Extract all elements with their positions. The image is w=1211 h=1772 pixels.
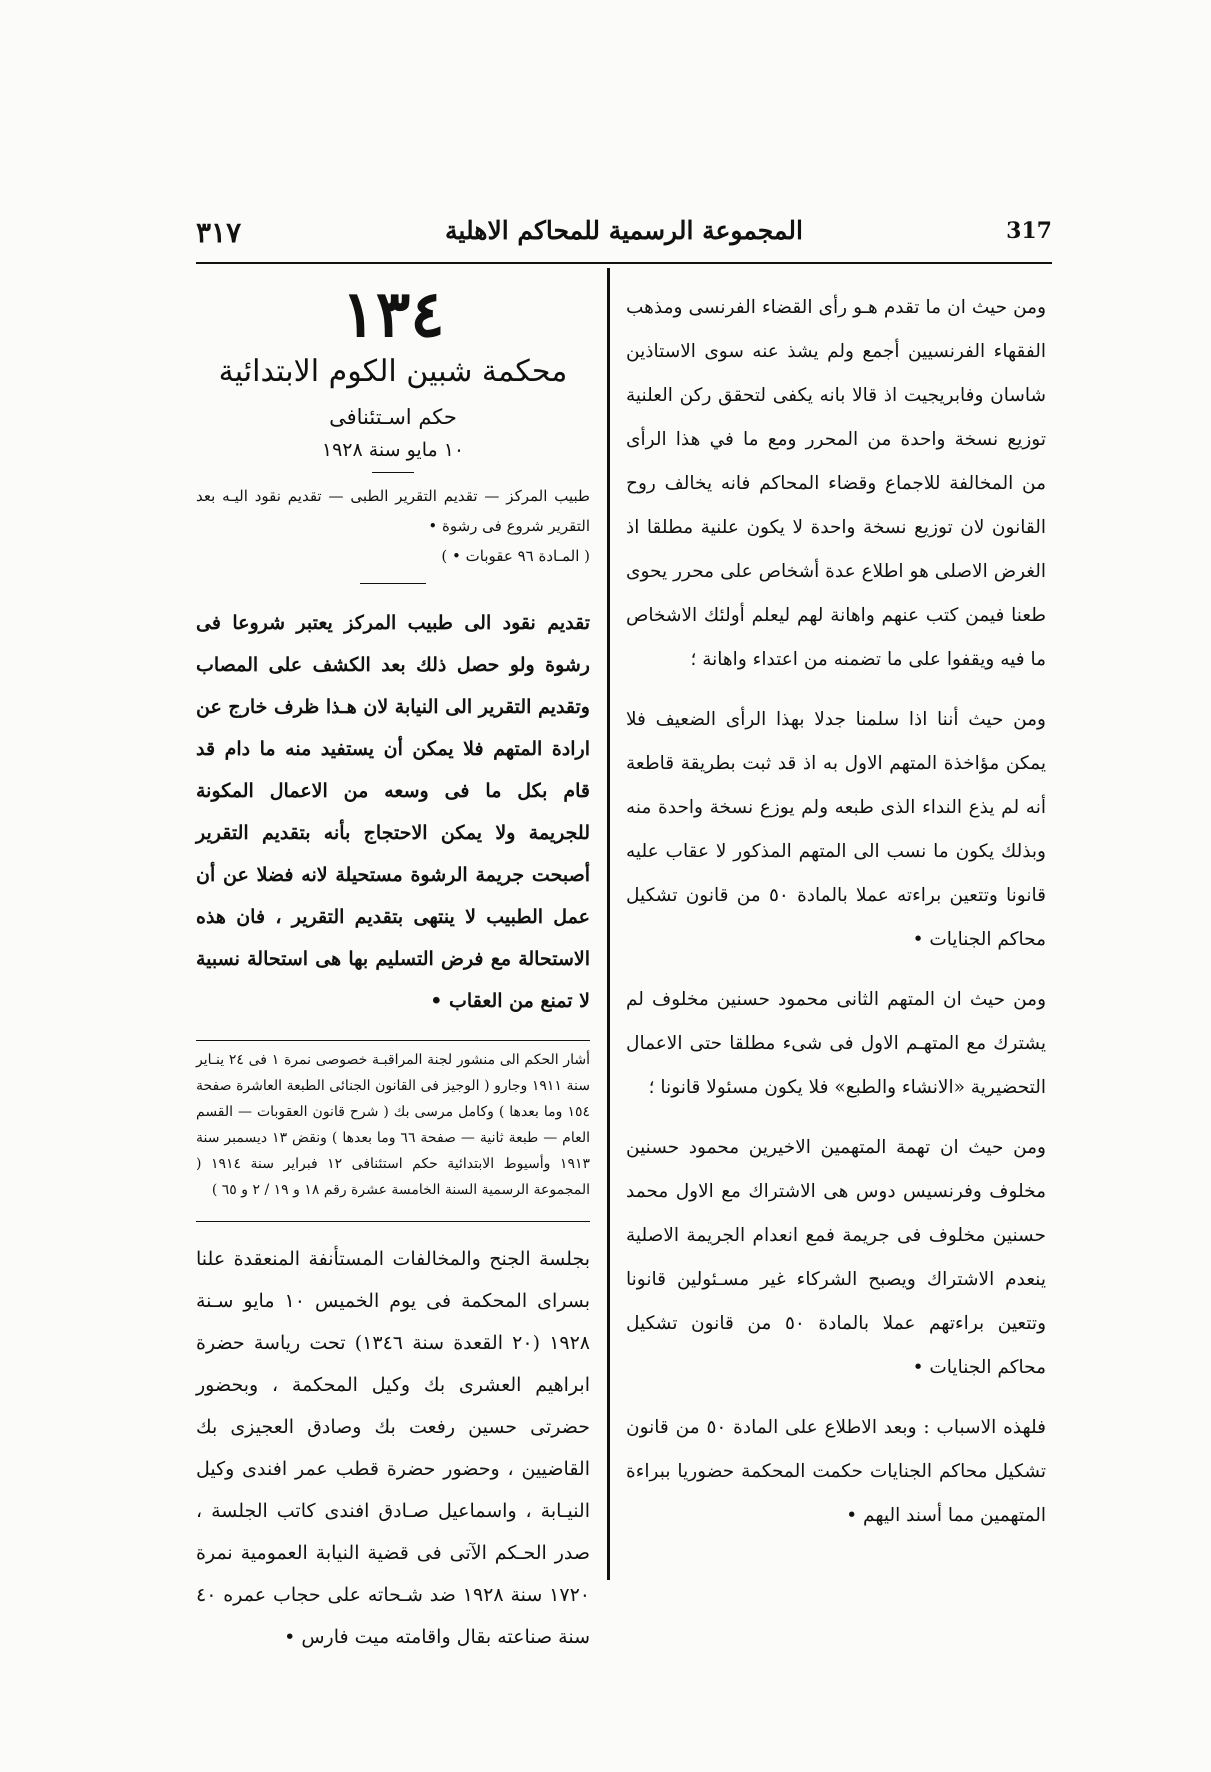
case-number: ١٣٤ <box>341 277 445 352</box>
paragraph: ومن حيث ان تهمة المتهمين الاخيرين محمود حسنين مخلوف وفرنسيس دوس هى الاشتراك مع الاول محمد حسنين مخلوف فى جريمة فمع انعدام الجريمة الاصلية ينعدم الاشتراك ويصبح الشركاء غير مسـئولين قانونا وتتعين براءتهم عملا بالمادة ٥٠ من قانون تشكيل محاكم الجنايات • <box>626 1137 1047 1378</box>
right-column <box>626 286 1046 1538</box>
journal-title: المجموعة الرسمية للمحاكم الاهلية <box>445 216 803 245</box>
page-header <box>196 208 1052 260</box>
session-paragraph: بجلسة الجنح والمخالفات المستأنفة المنعقدة علنا بسراى المحكمة فى يوم الخميس ١٠ مايو سـنة ١٩٢٨ (٢٠ القعدة سنة ١٣٤٦) تحت رياسة حضرة ابراهيم العشرى بك وكيل المحكمة ، وبحضور حضرتى حسين رفعت بك وصادق العجيزى بك القاضيين ، وحضور حضرة قطب عمر افندى وكيل النيـابة ، واسماعيل صـادق افندى كاتب الجلسة ، صدر الحـكم الآتى فى قضية النيابة العمومية نمرة ١٧٢٠ سنة ١٩٢٨ ضد شـحاته على حجاب عمره ٤٠ سنة صناعته بقال واقامته ميت فارس • <box>196 1248 591 1648</box>
page-number-latin: 317 <box>1006 218 1052 244</box>
divider <box>360 583 426 584</box>
paragraph: ومن حيث ان ما تقدم هـو رأى القضاء الفرنسى ومذهب الفقهاء الفرنسيين أجمع ولم يشذ عنه سوى الاستاذين شاسان وفابريجيت اذ قالا بانه يكفى لتحقق ركن العلنية توزيع نسخة واحدة من المحرر ومع ما في هذا الرأى من المخالفة للاجماع وقضاء المحاكم فانه يخالف روح القانون لان توزيع نسخة واحدة لا يكون علنية مطلقا اذ الغرض الاصلى هو اطلاع عدة أشخاص على محرر يحوى طعنا فيمن كتب عنهم واهانة لهم ليعلم أولئك الاشخاص ما فيه ويقفوا على ما تضمنه من اعتداء واهانة ؛ <box>626 297 1046 670</box>
paragraph: ومن حيث أننا اذا سلمنا جدلا بهذا الرأى الضعيف فلا يمكن مؤاخذة المتهم الاول به اذ قد ثبت بطريقة قاطعة أنه لم يذع النداء الذى طبعه ولم يوزع نسخة واحدة منه وبذلك يكون ما نسب الى المتهم المذكور لا عقاب عليه قانونا وتتعين براءته عملا بالمادة ٥٠ من قانون تشكيل محاكم الجنايات • <box>626 709 1046 950</box>
footnote: أشار الحكم الى منشور لجنة المراقبـة خصوصى نمرة ١ فى ٢٤ ينـاير سنة ١٩١١ وجارو ( الوجيز فى القانون الجنائى الطبعة العاشرة صفحة ١٥٤ وما بعدها ) وكامل مرسى بك ( شرح قانون العقوبات — القسم العام — طبعة ثانية — صفحة ٦٦ وما بعدها ) ونقض ١٣ ديسمبر سنة ١٩١٣ وأسيوط الابتدائية حكم استئنافى ١٢ فبراير سنة ١٩١٤ ( المجموعة الرسمية السنة الخامسة عشرة رقم ١٨ و ١٩ / ٢ و ٦٥ ) <box>196 1052 591 1198</box>
keywords <box>196 481 590 571</box>
page-number-arabic: ٣١٧ <box>196 216 242 249</box>
divider <box>196 1221 590 1222</box>
header-rule <box>196 262 1052 264</box>
divider <box>372 472 414 473</box>
verdict-paragraph: فلهذه الاسباب : وبعد الاطلاع على المادة ٥٠ من قانون تشكيل محاكم الجنايات حكمت المحكمة حضوريا ببراءة المتهمين مما أسند اليهم • <box>626 1417 1046 1526</box>
footnote-rule <box>196 1040 590 1041</box>
keywords-law-article: ( المـادة ٩٦ عقوبات • ) <box>441 547 590 565</box>
keywords-text: طبيب المركز — تقديم التقرير الطبى — تقديم نقود اليـه بعد التقرير شروع فى رشوة • <box>196 487 590 535</box>
paragraph: ومن حيث ان المتهم الثانى محمود حسنين مخلوف لم يشترك مع المتهـم الاول فى شىء مطلقا حتى الاعمال التحضيرية «الانشاء والطبع» فلا يكون مسئولا قانونا ؛ <box>626 989 1046 1098</box>
court-name: محكمة شبين الكوم الابتدائية <box>218 354 568 389</box>
ruling-type: حكم اسـتئنافى <box>329 405 457 429</box>
column-separator <box>607 268 610 1580</box>
holding-summary: تقديم نقود الى طبيب المركز يعتبر شروعا فى رشوة ولو حصل ذلك بعد الكشف على المصاب وتقديم التقرير الى النيابة لان هـذا ظرف خارج عن ارادة المتهم فلا يمكن أن يستفيد منه ما دام قد قام بكل ما فى وسعه من الاعمال المكونة للجريمة ولا يمكن الاحتجاج بأنه بتقديم التقرير أصبحت جريمة الرشوة مستحيلة لانه فضلا عن أن عمل الطبيب لا ينتهى بتقديم التقرير ، فان هذه الاستحالة مع فرض التسليم بها هى استحالة نسبية لا تمنع من العقاب • <box>196 612 590 1012</box>
left-column <box>196 278 590 1658</box>
ruling-date: ١٠ مايو سنة ١٩٢٨ <box>321 439 465 461</box>
